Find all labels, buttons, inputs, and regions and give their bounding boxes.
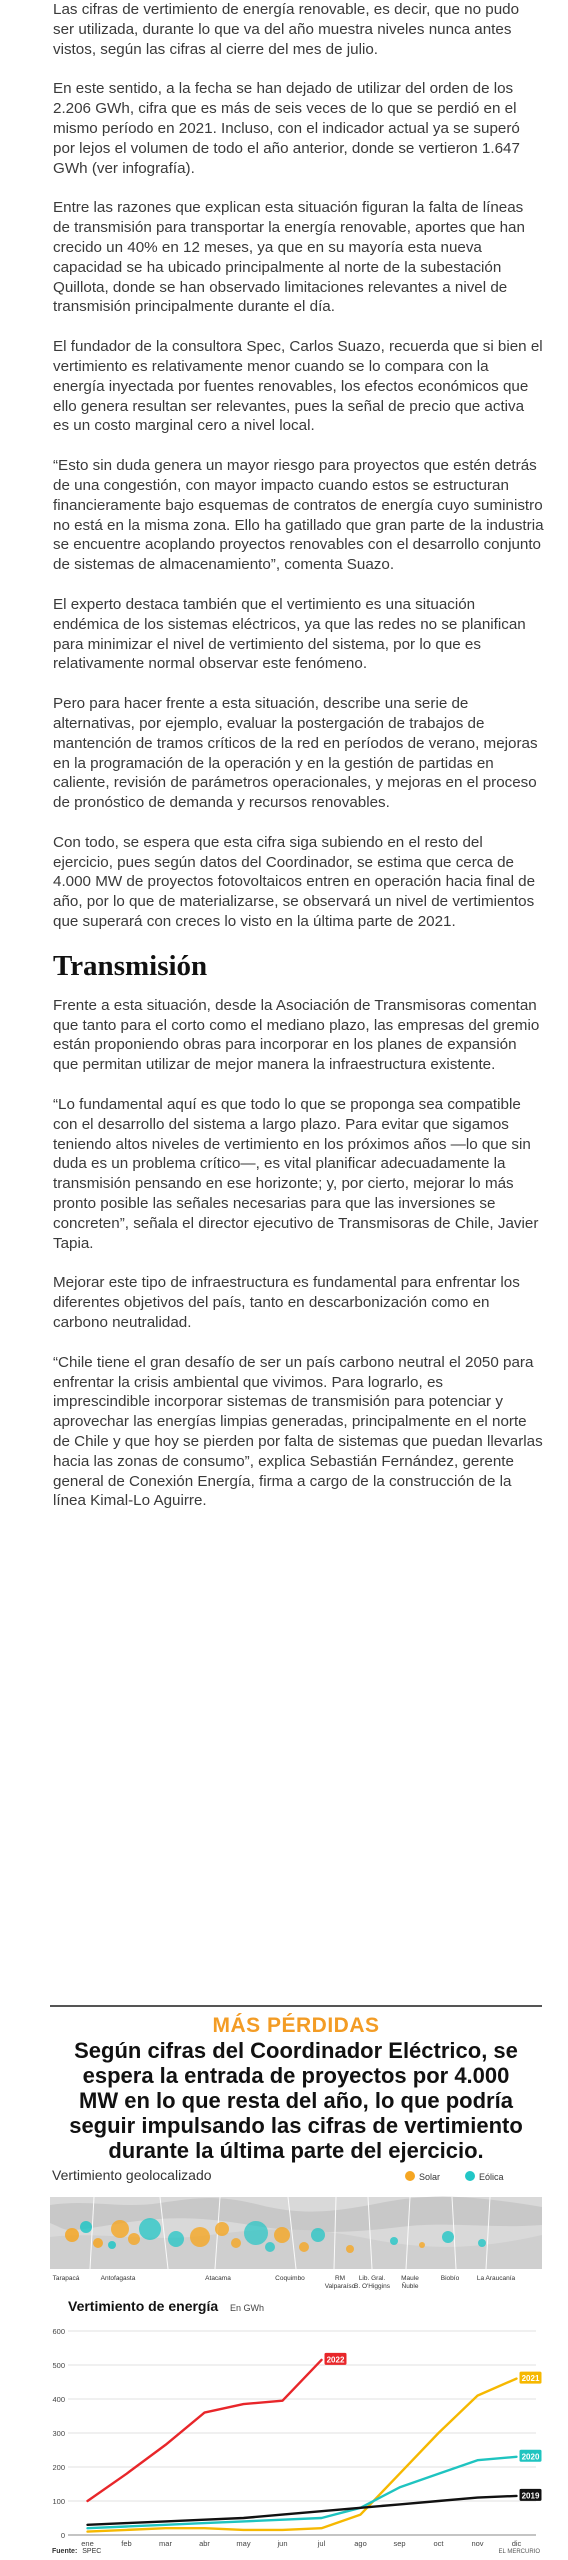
region-label: Tarapacá	[52, 2275, 80, 2282]
article-paragraph: Frente a esta situación, desde la Asociación de Transmisoras comentan que tanto para el corto como el mediano plazo, las empresas del gremio están proponiendo obras para incorporar en los planes de expansión que permitan utilizar de mejor manera la infraestructura existente.	[53, 996, 540, 1074]
data-point-2019	[438, 2500, 440, 2502]
infographic-graphic	[50, 2165, 542, 2557]
data-point-2021	[87, 2531, 89, 2533]
article-paragraph: El experto destaca también que el vertimiento es una situación endémica de los sistemas eléctricos, ya que las redes no se planifican para minimizar el nivel de vertimiento del sistema, por lo que es relativamente normal observar este fenómeno.	[53, 595, 526, 673]
infographic-divider	[50, 2005, 542, 2007]
article-paragraph: Pero para hacer frente a esta situación, describe una serie de alternativas, por ejemplo, evaluar la postergación de trabajos de mantención de tramos críticos de la red en períodos de verano, mejoras en la programación de la operación y en la gestión de partidas en caliente, revisión de parámetros operacionales, y mejoras en el proceso de pronóstico de demanda y recursos renovables.	[53, 695, 538, 812]
series-line-2022	[88, 2360, 322, 2501]
x-tick-label: may	[236, 2539, 251, 2548]
legend-swatch-1	[465, 2171, 475, 2181]
x-tick-label: ago	[354, 2539, 367, 2548]
y-tick-label: 200	[52, 2463, 65, 2472]
data-point-2019	[204, 2519, 206, 2521]
data-point-2020	[165, 2524, 167, 2526]
series-label-2022: 2022	[326, 2355, 345, 2365]
article-paragraph: Mejorar este tipo de infraestructura es fundamental para enfrentar los diferentes objetivos del país, tanto en descarbonización como en carbono neutralidad.	[53, 1274, 520, 1332]
credit: EL MERCURIO	[498, 2549, 540, 2555]
y-tick-label: 300	[52, 2429, 65, 2438]
region-label: Maule Ñuble	[401, 2275, 419, 2290]
x-tick-label: abr	[199, 2539, 210, 2548]
data-point-2020	[204, 2522, 206, 2524]
x-tick-label: dic	[511, 2539, 522, 2548]
article-paragraph: Con todo, se espera que esta cifra siga subiendo en el resto del ejercicio, pues según datos del Coordinador, se estima que cerca de 4.000 MW de proyectos fotovoltaicos entren en operación hacia final de año, por lo que de materializarse, se observará un nivel de vertimientos que superará con creces lo visto en la última parte de 2021.	[53, 833, 536, 931]
data-point-2021	[282, 2529, 284, 2531]
chart-unit: En GWh	[230, 2303, 265, 2313]
x-tick-label: ene	[81, 2539, 94, 2548]
y-tick-label: 100	[52, 2497, 65, 2506]
x-tick-label: sep	[393, 2539, 406, 2548]
article-paragraph: “Lo fundamental aquí es que todo lo que se proponga sea compatible con el desarrollo del sistema a largo plazo. Para evitar que sigamos teniendo altos niveles de vertimiento en los próximos años —lo que sin duda es un problema crítico—, es vital planificar adecuadamente la transmisión pensando en ese horizonte; y, por cierto, mejorar lo más pronto posible las señales necesarias para que las inversiones se concreten”, señala el director ejecutivo de Transmisoras de Chile, Javier Tapia.	[53, 1096, 539, 1252]
data-point-2020	[321, 2517, 323, 2519]
data-point-2022	[243, 2403, 245, 2405]
data-point-2021	[243, 2529, 245, 2531]
y-tick-label: 600	[52, 2327, 65, 2336]
infographic-headline: Según cifras del Coordinador Eléctrico, se espera la entrada de proyectos por 4.000 MW en lo que resta del año, lo que podría seguir impulsando las cifras de vertimiento durante la última parte del ejercicio.	[69, 2038, 523, 2163]
map-title: Vertimiento geolocalizado	[52, 2167, 212, 2183]
region-label: RM Valparaíso	[324, 2275, 356, 2290]
y-tick-label: 400	[52, 2395, 65, 2404]
article-paragraph: Las cifras de vertimiento de energía renovable, es decir, que no pudo ser utilizada, durante lo que va del año muestra niveles nunca antes vistos, según las cifras al cierre del mes de julio.	[53, 1, 520, 58]
data-point-2020	[516, 2456, 518, 2458]
region-label: Coquimbo	[275, 2275, 305, 2282]
series-line-2019	[88, 2496, 517, 2525]
data-point-2021	[360, 2514, 362, 2516]
data-point-2022	[126, 2473, 128, 2475]
data-point-2019	[282, 2514, 284, 2516]
data-point-2020	[126, 2526, 128, 2528]
article-paragraphs-before	[0, 0, 568, 932]
infographic-box	[50, 2005, 542, 2557]
chart-x-axis	[81, 2539, 521, 2548]
data-point-2020	[243, 2521, 245, 2523]
data-point-2019	[165, 2521, 167, 2523]
data-point-2021	[126, 2529, 128, 2531]
chart-series-labels	[325, 2353, 542, 2501]
data-point-2022	[165, 2444, 167, 2446]
article-paragraph: En este sentido, a la fecha se han dejado de utilizar del orden de los 2.206 GWh, cifra que es más de seis veces de lo que se perdió en el mismo período en 2021. Incluso, con el indicador actual ya se superó por lejos el volumen de todo el año anterior, donde se vertieron 1.647 GWh (ver infografía).	[53, 80, 520, 177]
data-point-2021	[438, 2432, 440, 2434]
y-tick-label: 500	[52, 2361, 65, 2370]
region-label: Atacama	[205, 2275, 231, 2282]
article-paragraphs-after	[0, 996, 568, 1511]
data-point-2022	[282, 2400, 284, 2402]
data-point-2022	[87, 2500, 89, 2502]
y-tick-label: 0	[60, 2531, 65, 2540]
data-point-2020	[87, 2527, 89, 2529]
region-label: Antofagasta	[100, 2275, 136, 2282]
data-point-2022	[204, 2412, 206, 2414]
data-point-2019	[360, 2507, 362, 2509]
article-paragraph: “Chile tiene el gran desafío de ser un país carbono neutral el 2050 para enfrentar la crisis ambiental que vivimos. Para lograrlo, es imprescindible incorporar sistemas de transmisión para potenciar y aprovechar las energías limpias generadas, principalmente en el norte de Chile y que hoy se pierden por falta de sistemas que puedan llevarlas hacia las zonas de consumo”, explica Sebastián Fernández, gerente general de Conexión Energía, firma a cargo de la construcción de la línea Kimal-Lo Aguirre.	[53, 1353, 543, 1510]
data-point-2020	[477, 2459, 479, 2461]
x-tick-label: jun	[277, 2539, 288, 2548]
section-heading: Transmisión	[53, 949, 208, 982]
chart-title: Vertimiento de energía	[68, 2298, 219, 2314]
source-note	[52, 2548, 101, 2555]
data-point-2021	[516, 2378, 518, 2380]
data-point-2019	[243, 2517, 245, 2519]
infographic-kicker: MÁS PÉRDIDAS	[212, 2014, 380, 2037]
x-tick-label: jul	[317, 2539, 326, 2548]
map-strip	[50, 2197, 542, 2269]
series-line-2020	[88, 2457, 517, 2528]
article-paragraph: “Esto sin duda genera un mayor riesgo para proyectos que estén detrás de una congestión, con mayor impacto cuando estos se estructuran financieramente bajo esquemas de contratos de energía cuyo suministro no está en la misma zona. Ello ha gatillado que gran parte de la industria se encuentre acoplando proyectos renovables con el desarrollo conjunto de sistemas de almacenamiento”, comenta Suazo.	[53, 457, 544, 574]
article-paragraph: Entre las razones que explican esta situación figuran la falta de líneas de transmisión para transportar la energía renovable, aportes que han crecido un 40% en 12 meses, ya que en su mayoría esta nueva capacidad se ha ubicado principalmente al norte de la subestación Quillota, donde se han observado limitaciones relevantes a nivel de transmisión principalmente durante el día.	[53, 199, 525, 316]
region-label: Lib. Gral. B. O'Higgins	[354, 2275, 390, 2290]
chart-y-axis	[52, 2327, 65, 2540]
data-point-2022	[321, 2359, 323, 2361]
map-legend	[405, 2171, 504, 2182]
series-label-2019: 2019	[521, 2491, 540, 2501]
data-point-2021	[321, 2527, 323, 2529]
region-label: La Araucanía	[476, 2275, 516, 2282]
data-point-2019	[477, 2497, 479, 2499]
data-point-2019	[516, 2495, 518, 2497]
data-point-2021	[204, 2527, 206, 2529]
data-point-2021	[399, 2473, 401, 2475]
x-tick-label: oct	[433, 2539, 444, 2548]
data-point-2019	[399, 2504, 401, 2506]
data-point-2019	[126, 2522, 128, 2524]
data-point-2019	[321, 2510, 323, 2512]
map-region-labels	[53, 2275, 516, 2290]
series-label-2021: 2021	[521, 2374, 540, 2384]
data-point-2020	[282, 2519, 284, 2521]
data-point-2019	[87, 2524, 89, 2526]
legend-label-1: Eólica	[479, 2172, 504, 2182]
legend-swatch-0	[405, 2171, 415, 2181]
x-tick-label: feb	[121, 2539, 132, 2548]
legend-label-0: Solar	[419, 2172, 441, 2182]
source-label: Fuente:	[52, 2548, 78, 2555]
source-value: SPEC	[82, 2548, 102, 2555]
data-point-2020	[399, 2487, 401, 2489]
chart-grid	[68, 2331, 536, 2535]
data-point-2021	[477, 2395, 479, 2397]
chart-series	[87, 2359, 518, 2532]
data-point-2020	[438, 2473, 440, 2475]
x-tick-label: nov	[471, 2539, 484, 2548]
series-label-2020: 2020	[521, 2452, 540, 2462]
article-paragraph: El fundador de la consultora Spec, Carlos Suazo, recuerda que si bien el vertimiento es relativamente menor cuando se lo compara con la energía inyectada por fuentes renovables, los efectos económicos que ello genera resultan ser relevantes, pues la señal de precio que activa es un costo marginal cero a nivel local.	[53, 338, 543, 435]
x-tick-label: mar	[159, 2539, 172, 2548]
data-point-2021	[165, 2527, 167, 2529]
region-label: Biobío	[440, 2275, 460, 2282]
